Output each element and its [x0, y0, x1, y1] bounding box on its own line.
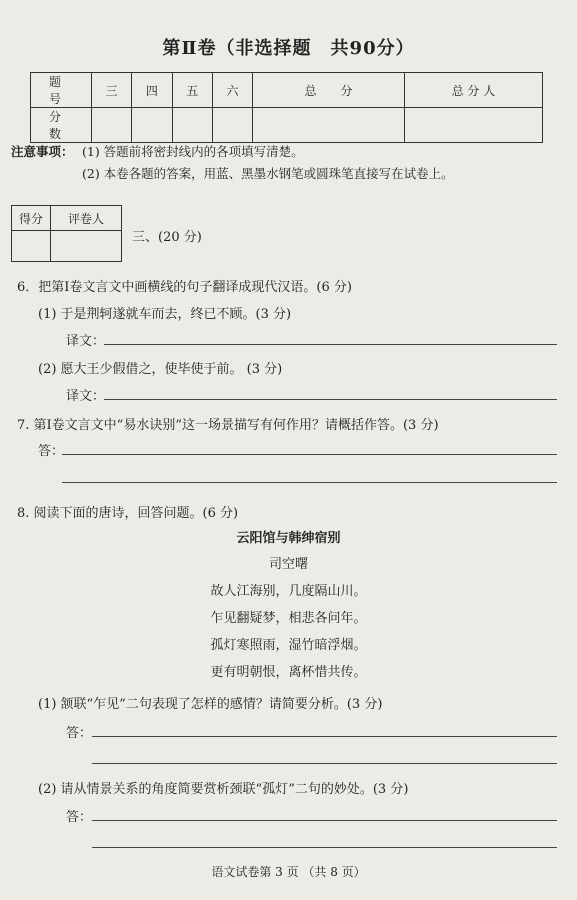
poem-author: 司空曙 — [268, 557, 308, 572]
notes-item: (2) 本卷各题的答案，用蓝、黑墨水钢笔或圆珠笔直接写在试卷上。 — [82, 166, 454, 181]
answer-label: 译文： — [66, 389, 106, 404]
answer-line[interactable] — [62, 454, 557, 455]
score-input-cell[interactable] — [404, 108, 542, 143]
grader-box — [11, 205, 122, 262]
grader-score-label: 得分 — [12, 206, 51, 231]
section-label: 三、(20 分) — [132, 230, 202, 245]
score-table-header-row — [31, 73, 543, 108]
poem-title: 云阳馆与韩绅宿别 — [236, 531, 341, 546]
score-table — [30, 72, 543, 143]
page-footer: 语文试卷第 3 页 （共 8 页） — [211, 865, 366, 879]
question-6-sub2: (2) 愿大王少假借之，使毕使于前。 (3 分) — [38, 362, 283, 377]
question-7-stem: 7. 第Ⅰ卷文言文中“易水诀别”这一场景描写有何作用？请概括作答。(3 分) — [17, 418, 439, 433]
answer-label: 答： — [66, 726, 93, 741]
grader-name-cell[interactable] — [51, 231, 122, 262]
question-8-stem: 8. 阅读下面的唐诗，回答问题。(6 分) — [17, 506, 239, 521]
score-table-label-cell: 分 数 — [31, 108, 92, 143]
answer-label: 译文： — [66, 334, 106, 349]
poem-line: 乍见翻疑梦，相悲各问年。 — [210, 611, 367, 626]
score-table-cell: 三 — [92, 73, 132, 108]
question-8-sub1: (1) 颔联“乍见”二句表现了怎样的感情？请简要分析。(3 分) — [38, 697, 383, 712]
answer-line[interactable] — [92, 847, 557, 848]
score-table-score-row — [31, 108, 543, 143]
notes-label: 注意事项： — [11, 144, 74, 159]
score-input-cell[interactable] — [92, 108, 132, 143]
score-table-cell: 五 — [172, 73, 212, 108]
question-8-sub2: (2) 请从情景关系的角度简要赏析颈联“孤灯”二句的妙处。(3 分) — [38, 782, 409, 797]
page-title: 第Ⅱ卷（非选择题 共90分） — [162, 38, 415, 59]
notes-item: (1) 答题前将密封线内的各项填写清楚。 — [82, 144, 304, 159]
poem-line: 故人江海别，几度隔山川。 — [210, 584, 367, 599]
grader-name-label: 评卷人 — [51, 206, 122, 231]
poem-line: 孤灯寒照雨，湿竹暗浮烟。 — [210, 638, 367, 653]
answer-line[interactable] — [104, 399, 557, 400]
answer-label: 答： — [38, 444, 65, 459]
poem-line: 更有明朝恨，离杯惜共传。 — [210, 665, 367, 680]
answer-line[interactable] — [92, 736, 557, 737]
score-input-cell[interactable] — [253, 108, 405, 143]
score-table-label-cell: 题 号 — [31, 73, 92, 108]
answer-line[interactable] — [92, 763, 557, 764]
score-table-cell: 六 — [212, 73, 252, 108]
score-input-cell[interactable] — [172, 108, 212, 143]
answer-label: 答： — [66, 810, 93, 825]
score-table-cell: 四 — [132, 73, 172, 108]
grader-score-cell[interactable] — [12, 231, 51, 262]
question-6-sub1: (1) 于是荆轲遂就车而去，终已不顾。(3 分) — [38, 307, 292, 322]
answer-line[interactable] — [62, 482, 557, 483]
score-table-cell: 总 分 — [253, 73, 405, 108]
answer-line[interactable] — [92, 820, 557, 821]
score-input-cell[interactable] — [132, 108, 172, 143]
answer-line[interactable] — [104, 344, 557, 345]
score-table-cell: 总 分 人 — [404, 73, 542, 108]
score-input-cell[interactable] — [212, 108, 252, 143]
question-6-stem: 6．把第Ⅰ卷文言文中画横线的句子翻译成现代汉语。(6 分) — [17, 280, 352, 295]
